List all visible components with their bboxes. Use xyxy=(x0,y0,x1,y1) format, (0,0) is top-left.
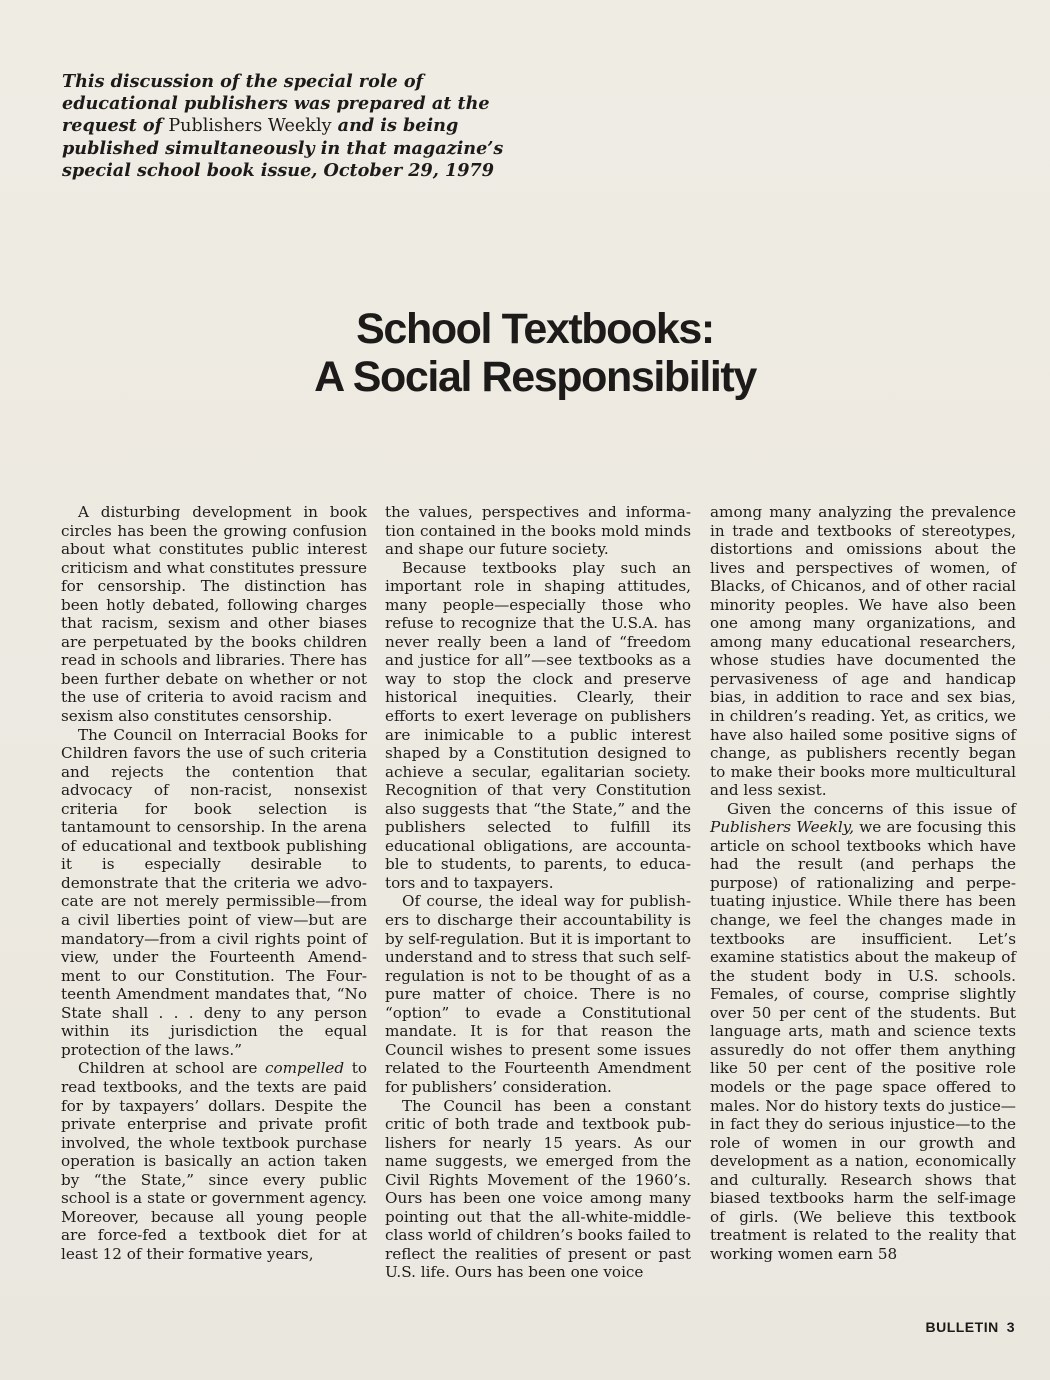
intro-text-1: This discussion of the special role of educational publishers was prepared at the request of xyxy=(62,71,490,137)
headline-line-1: School Textbooks: xyxy=(356,305,714,353)
paragraph: The Council has been a constant critic of both trade and textbook publishers for nearly 15 years. As our name suggests, we emerged from the Civil Rights Movement of the 1960’s. Ours has been one voice among many pointing out that the all-white-middle-class world of children’s books failed to reflect the realities of present or past U.S. life. Ours has been one voice xyxy=(385,1096,691,1282)
page-number: 3 xyxy=(1006,1319,1015,1335)
page-footer xyxy=(925,1319,1015,1335)
headline-line-2: A Social Responsibility xyxy=(314,353,756,401)
paragraph-text: Children at school are xyxy=(78,1059,265,1078)
paragraph xyxy=(61,1059,367,1263)
paragraph-text: we are focusing this article on school textbooks which have had the result (and perhaps the purpose) of rationalizing and perpetuating injustice. While there has been change, we feel the changes made in textbooks are insufficient. Let’s examine statistics about the makeup of the student body in U.S. schools. Females, of course, comprise slightly over 50 per cent of the students. But language arts, math and science texts assuredly do not offer them anything like 50 per cent of the positive role models or the page space offered to males. Nor do history texts do justice—in fact they do serious injustice—to the role of women in our growth and development as a nation, economically and culturally. Research shows that biased textbooks harm the self-image of girls. (We believe this textbook treatment is related to the reality that working women earn 58 xyxy=(710,818,1016,1263)
paragraph-text: to read textbooks, and the texts are paid for by taxpayers’ dollars. Despite the private enterprise and private profit involved, the whole textbook purchase operation is basically an action taken by “the State,” since every public school is a state or government agency. Moreover, because all young people are force-fed a textbook diet for at least 12 of their formative years, xyxy=(61,1059,367,1263)
paragraph xyxy=(710,800,1016,1264)
article-column-3 xyxy=(710,503,1016,1263)
article-headline xyxy=(270,305,800,401)
article-column-2 xyxy=(385,503,691,1282)
intro-publication-name: Publishers Weekly xyxy=(168,116,332,137)
paragraph-text: Given the concerns of this issue of xyxy=(727,799,1016,818)
paragraph-continued: the values, perspectives and information contained in the books mold minds and shape our future society. xyxy=(385,503,691,559)
publication-name: Publishers Weekly, xyxy=(710,818,855,837)
footer-label: BULLETIN xyxy=(925,1319,999,1335)
paragraph: Because textbooks play such an important role in shaping attitudes, many people—especially those who refuse to recognize that the U.S.A. has never really been a land of “freedom and justice for all”—see textbooks as a way to stop the clock and preserve historical inequities. Clearly, their efforts to exert leverage on publishers are inimicable to a public interest shaped by a Constitution designed to achieve a secular, egalitarian society. Recognition of that very Constitution also suggests that “the State,” and the publishers selected to fulfill its educational obligations, are accountable to students, to parents, to educators and to taxpayers. xyxy=(385,558,691,892)
emphasis-text: compelled xyxy=(264,1059,345,1078)
intro-text-2: and is being published simultaneously in that magazine’s special school book issue, October 29, 1979 xyxy=(62,115,504,181)
paragraph: Of course, the ideal way for publishers to discharge their accountability is by self-regulation. But it is important to understand and to stress that such self-regulation is not to be thought of as a pure matter of choice. There is no “option” to evade a Constitutional mandate. It is for that reason the Council wishes to present some issues related to the Fourteenth Amendment for publishers’ consideration. xyxy=(385,892,691,1096)
paragraph: A disturbing development in book circles has been the growing confusion about what constitutes public interest criticism and what constitutes pressure for censorship. The distinction has been hotly debated, following charges that racism, sexism and other biases are perpetuated by the books children read in schools and libraries. There has been further debate on whether or not the use of criteria to avoid racism and sexism also constitutes censorship. xyxy=(61,503,367,726)
paragraph: The Council on Interracial Books for Children favors the use of such criteria and rejects the contention that advocacy of non-racist, nonsexist criteria for book selection is tantamount to censorship. In the arena of educational and textbook publishing it is especially desirable to demonstrate that the criteria we advocate are not merely permissible—from a civil liberties point of view—but are mandatory—from a civil rights point of view, under the Fourteenth Amendment to our Constitution. The Fourteenth Amendment mandates that, “No State shall . . . deny to any person within its jurisdiction the equal protection of the laws.” xyxy=(61,725,367,1059)
article-column-1 xyxy=(61,503,367,1263)
paragraph-continued: among many analyzing the prevalence in trade and textbooks of stereotypes, distortions and omissions about the lives and perspectives of women, of Blacks, of Chicanos, and of other racial minority peoples. We have also been one among many organizations, and among many educational researchers, whose studies have documented the pervasiveness of age and handicap bias, in addition to race and sex bias, in children’s reading. Yet, as critics, we have also hailed some positive signs of change, as publishers recently began to make their books more multicultural and less sexist. xyxy=(710,503,1016,800)
intro-note xyxy=(62,71,532,182)
